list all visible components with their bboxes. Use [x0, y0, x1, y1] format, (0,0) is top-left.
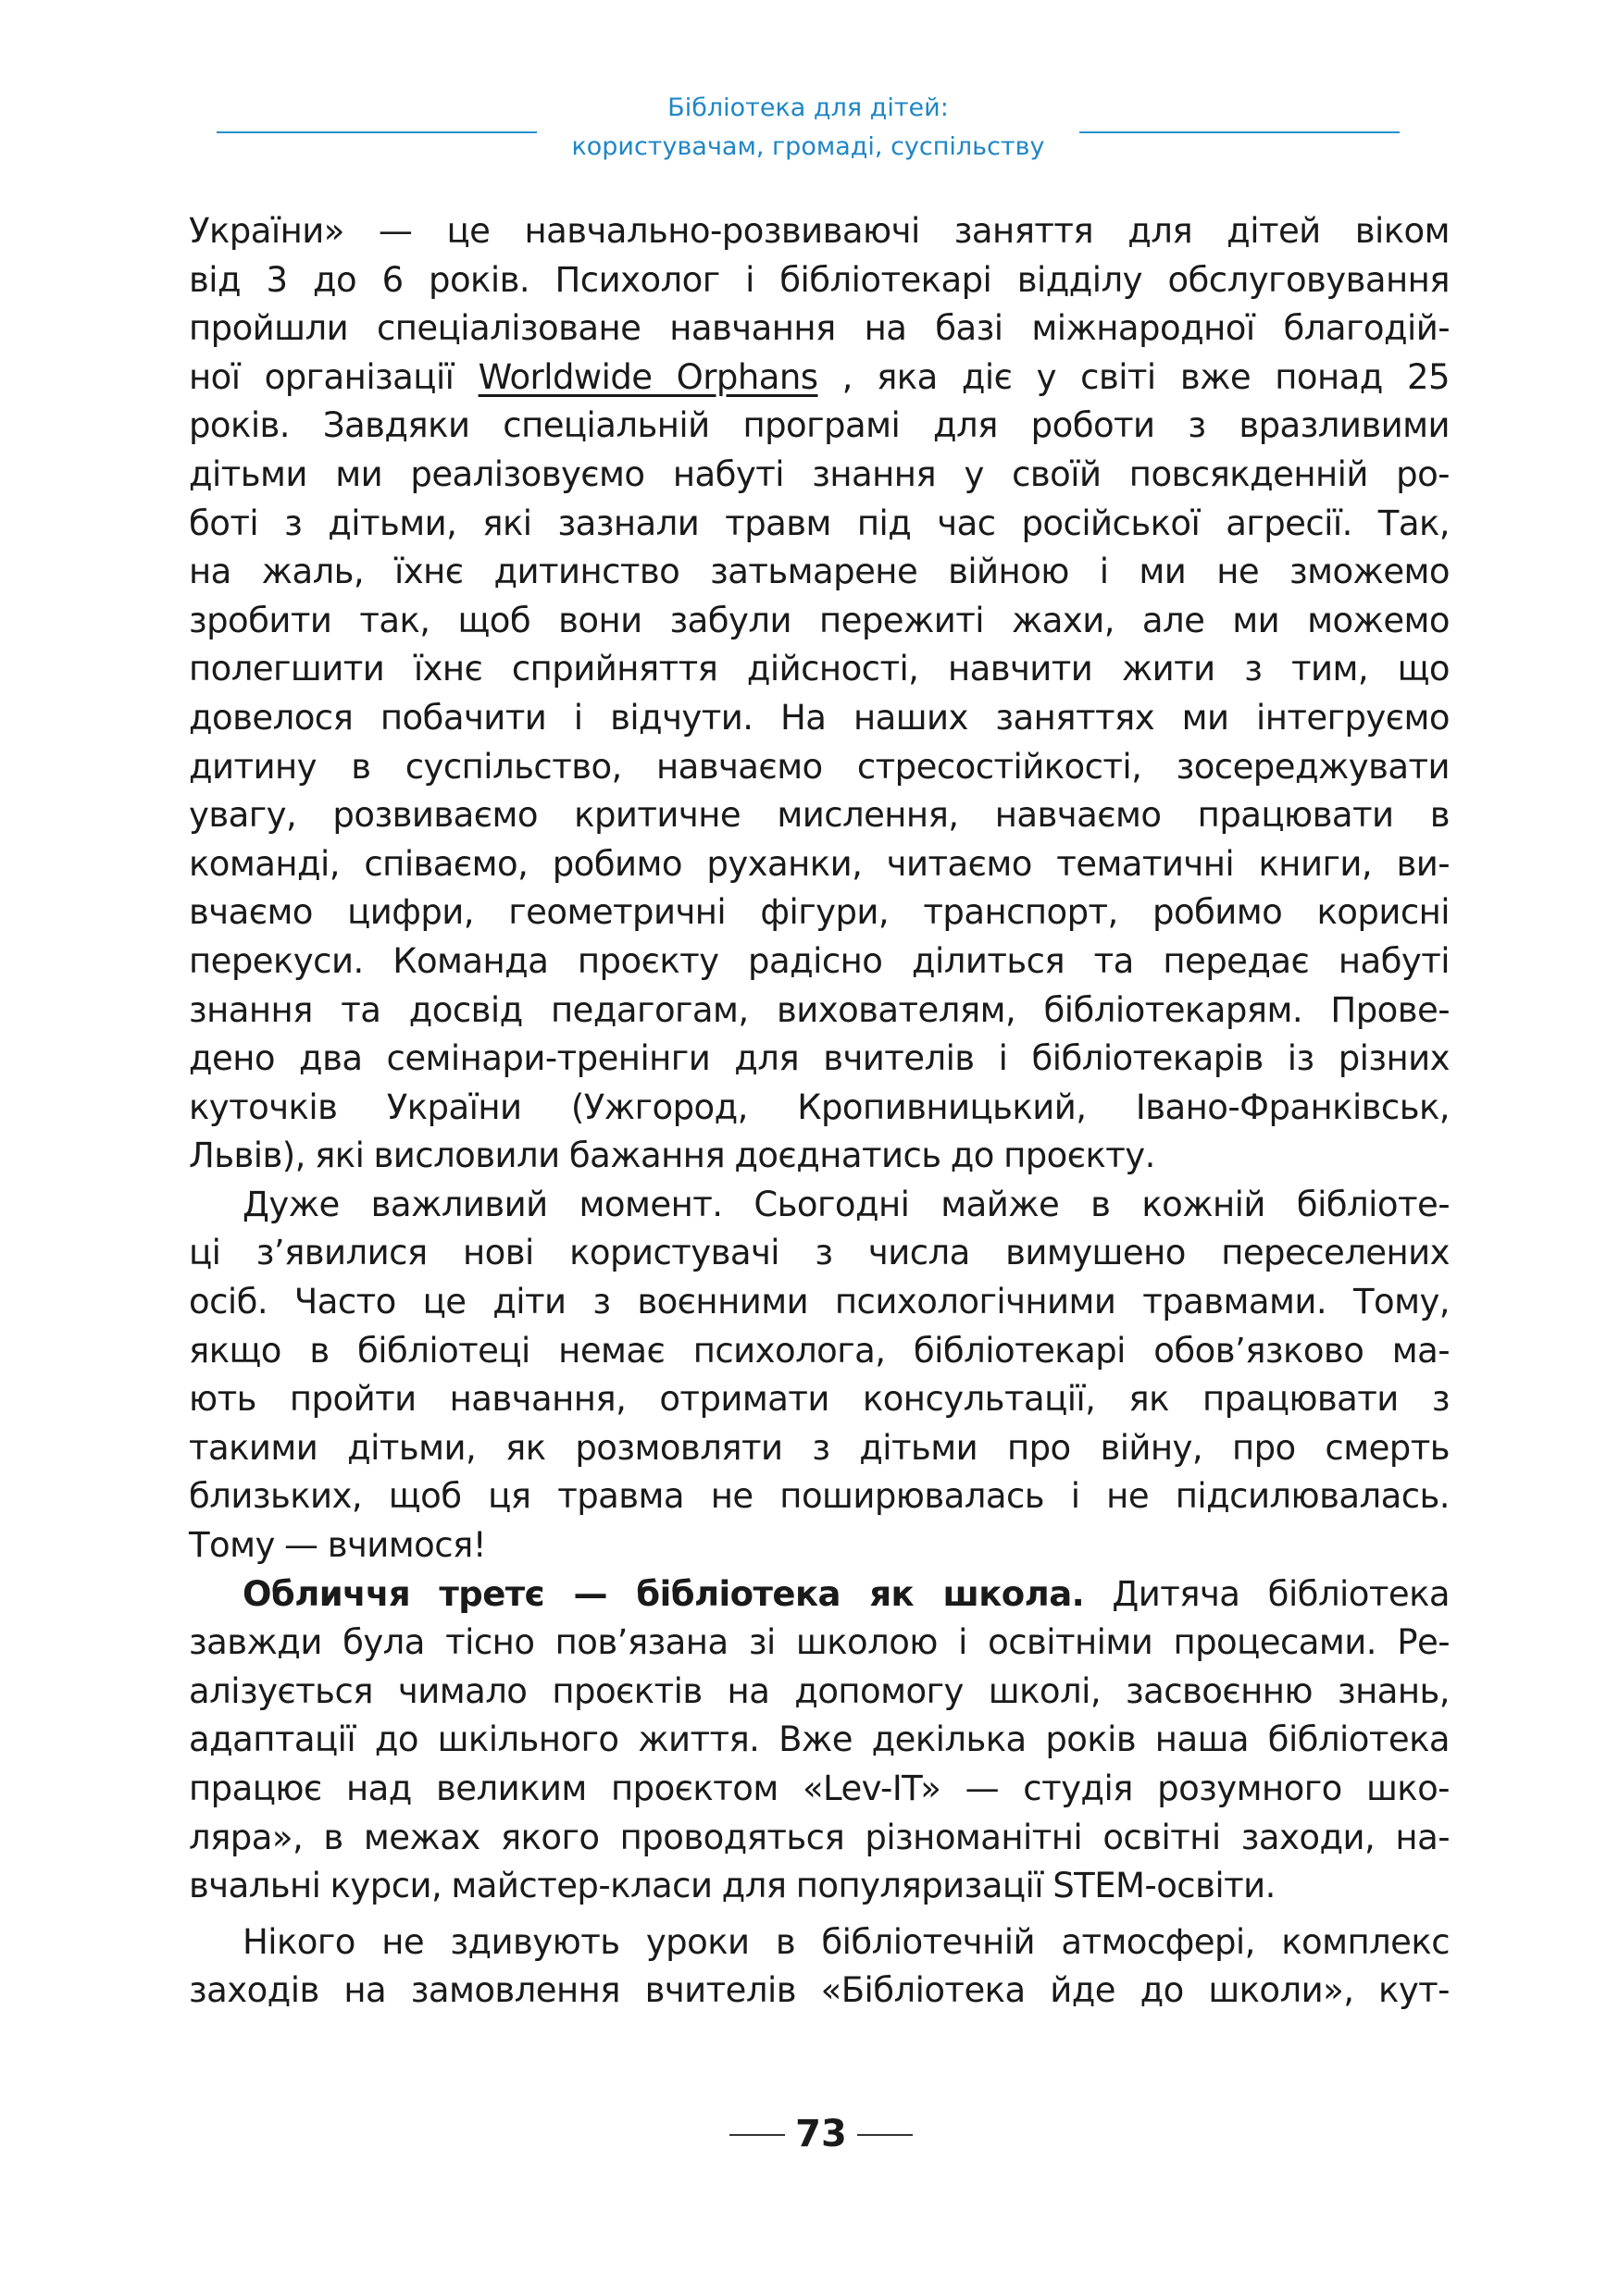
text-line: дитину в суспільство, навчаємо стресостійкості, зосереджувати [189, 746, 1450, 787]
text-line: осіб. Часто це діти з воєнними психологічними травмами. Тому, [189, 1282, 1450, 1322]
page-footer [0, 2106, 1619, 2162]
text-line: полегшити їхнє сприйняття дійсності, навчити жити з тим, що [189, 649, 1450, 689]
text-line: адаптації до шкільного життя. Вже декілька років наша бібліотека [189, 1719, 1450, 1760]
text-line: Тому — вчимося! [189, 1525, 487, 1566]
page-number: 73 [795, 2113, 847, 2155]
footer-rule-left [729, 2134, 785, 2136]
text-line: працює над великим проєктом «Lev-IT» — студія розумного шко- [189, 1769, 1450, 1808]
running-header-title [537, 89, 1079, 167]
text-segment: ної організації [189, 356, 479, 397]
footer-rule-right [857, 2134, 913, 2136]
paragraph-first-line: Дуже важливий момент. Сьогодні майже в кожній бібліоте- [243, 1184, 1450, 1224]
text-line: вчаємо цифри, геометричні фігури, транспорт, робимо корисні [189, 892, 1450, 933]
text-line: якщо в бібліотеці немає психолога, бібліотекарі обов’язково ма- [189, 1330, 1450, 1371]
text-line: років. Завдяки спеціальній програмі для роботи з вразливими [189, 405, 1450, 446]
section-heading-inline: Обличчя третє — бібліотека як школа. [243, 1573, 1085, 1614]
header-title-line-2: користувачам, громаді, суспільству [571, 132, 1045, 161]
text-line: завжди була тісно пов’язана зі школою і освітніми процесами. Ре- [189, 1622, 1450, 1663]
text-line: від 3 до 6 років. Психолог і бібліотекарі відділу обслуговування [189, 259, 1450, 300]
text-line: перекуси. Команда проєкту радісно ділиться та передає набуті [189, 940, 1450, 981]
worldwide-orphans-link[interactable]: Worldwide Orphans [478, 356, 818, 397]
text-line: ляра», в межах якого проводяться різноманітні освітні заходи, на- [189, 1817, 1450, 1857]
text-line: України» — це навчально-розвиваючі заняття для дітей віком [189, 211, 1450, 251]
text-line: зробити так, щоб вони забули пережиті жахи, але ми можемо [189, 600, 1450, 640]
text-segment: , яка діє у світі вже понад 25 [817, 356, 1450, 397]
text-line: куточків України (Ужгород, Кропивницький, Івано-Франківськ, [189, 1086, 1450, 1127]
text-line: пройшли спеціалізоване навчання на базі міжнародної благодій- [189, 308, 1450, 349]
text-line: довелося побачити і відчути. На наших заняттях ми інтегруємо [189, 697, 1450, 738]
text-line: дено два семінари-тренінги для вчителів і бібліотекарів із різних [189, 1038, 1450, 1079]
main-text-block [189, 207, 1450, 2016]
text-line: Львів), які висловили бажання доєднатись до проєкту. [189, 1136, 1155, 1176]
text-line: такими дітьми, як розмовляти з дітьми про війну, про смерть [189, 1427, 1450, 1468]
text-line: на жаль, їхнє дитинство затьмарене війною і ми не зможемо [189, 552, 1450, 592]
text-line: дітьми ми реалізовуємо набуті знання у своїй повсякденній ро- [189, 453, 1450, 494]
text-line: алізується чимало проєктів на допомогу школі, засвоєнню знань, [189, 1670, 1450, 1711]
paragraph-first-line: Нікого не здивують уроки в бібліотечній атмосфері, комплекс [243, 1921, 1450, 1962]
text-line: близьких, щоб ця травма не поширювалась і не підсилювалась. [189, 1476, 1450, 1517]
header-title-line-1: Бібліотека для дітей: [667, 93, 949, 122]
text-line-with-link [189, 354, 1450, 403]
running-header [0, 89, 1619, 172]
section-lead-line [189, 1570, 1450, 1620]
text-line: ють пройти навчання, отримати консультації, як працювати з [189, 1379, 1450, 1420]
text-segment: Дитяча бібліотека [1084, 1573, 1451, 1614]
text-line: боті з дітьми, які зазнали травм під час російської агресії. Так, [189, 503, 1450, 543]
text-line: знання та досвід педагогам, вихователям, бібліотекарям. Прове- [189, 989, 1450, 1030]
text-line: заходів на замовлення вчителів «Бібліотека йде до школи», кут- [189, 1970, 1450, 2011]
text-line: увагу, розвиваємо критичне мислення, навчаємо працювати в [189, 795, 1450, 836]
text-line: ці з’явилися нові користувачі з числа вимушено переселених [189, 1233, 1450, 1273]
text-line: команді, співаємо, робимо руханки, читаємо тематичні книги, ви- [189, 843, 1450, 884]
header-rule-left [217, 131, 537, 133]
text-line: вчальні курси, майстер-класи для популяризації STEM-освіти. [189, 1866, 1276, 1906]
header-rule-right [1079, 131, 1400, 133]
